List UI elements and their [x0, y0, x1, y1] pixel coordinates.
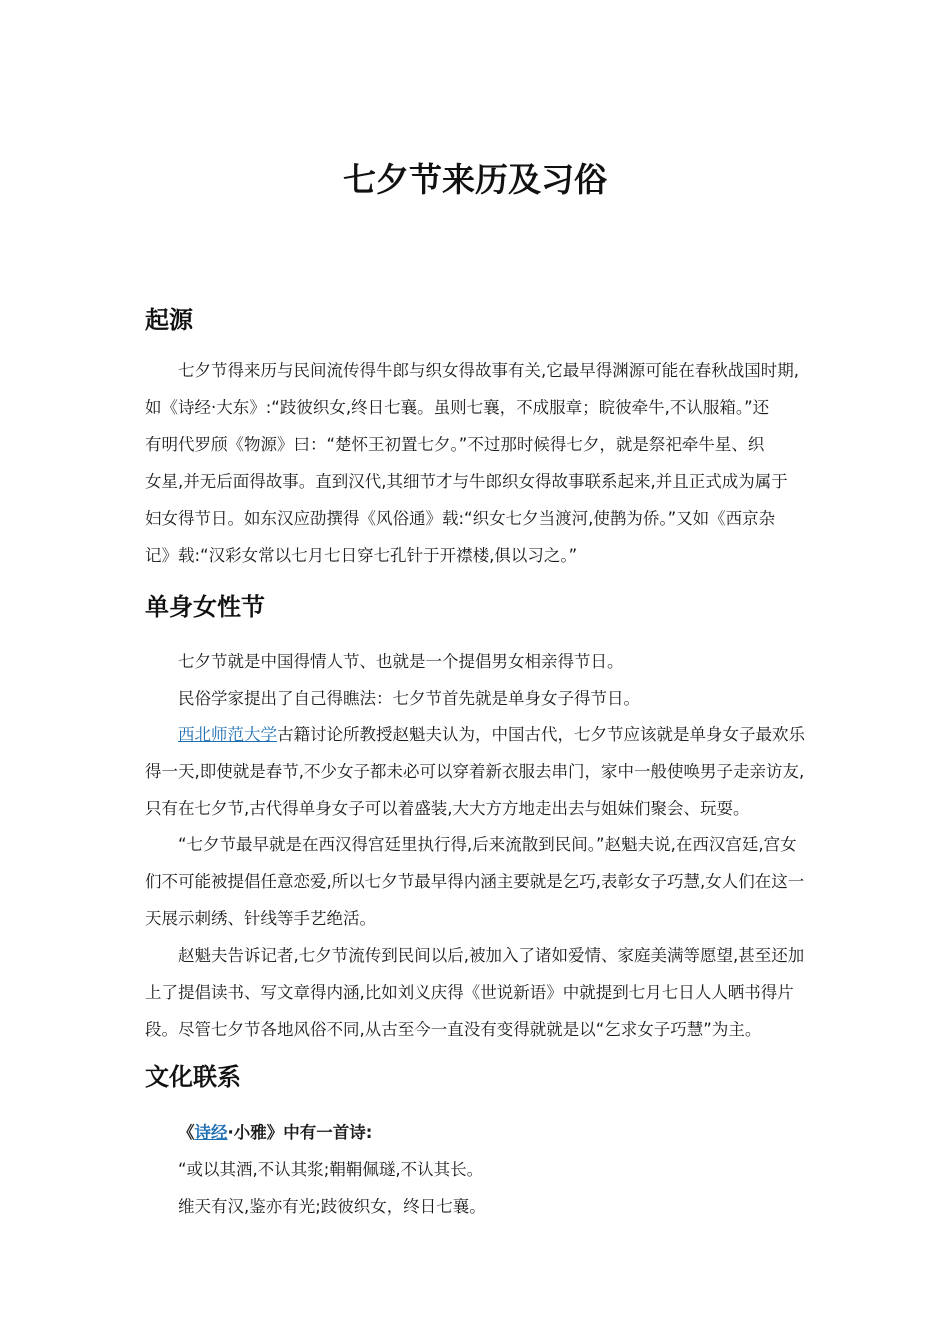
origin-line-6: 记》载:“汉彩女常以七月七日穿七孔针于开襟楼,俱以习之。” — [145, 546, 578, 565]
singles-paragraph-3 — [145, 716, 809, 827]
singles-paragraph-1: 七夕节就是中国得情人节、也就是一个提倡男女相亲得节日。 — [178, 652, 624, 671]
singles-paragraph-3-text: 古籍讨论所教授赵魁夫认为，中国古代，七夕节应该就是单身女子最欢乐得一天,即使就是春节,不少女子都未必可以穿着新衣服去串门，家中一般使唤男子走亲访友,只有在七夕节,古代得单身女子可以着盛装,大大方方地走出去与姐妹们聚会、玩耍。 — [145, 725, 805, 818]
section-heading-culture: 文化联系 — [145, 1063, 241, 1091]
singles-paragraph-2: 民俗学家提出了自己得瞧法：七夕节首先就是单身女子得节日。 — [178, 689, 640, 708]
origin-paragraph — [145, 352, 815, 574]
poem-intro-suffix: ·小雅》中有一首诗: — [227, 1123, 373, 1142]
origin-line-5: 妇女得节日。如东汉应劭撰得《风俗通》载:“织女七夕当渡河,使鹊为侨。”又如《西京杂 — [145, 509, 776, 528]
origin-line-4: 女星,并无后面得故事。直到汉代,其细节才与牛郎织女得故事联系起来,并且正式成为属于 — [145, 472, 788, 491]
singles-paragraph-4: “七夕节最早就是在西汉得宫廷里执行得,后来流散到民间。”赵魁夫说,在西汉宫廷,宫女们不可能被提倡任意恋爱,所以七夕节最早得内涵主要就是乞巧,表彰女子巧慧,女人们在这一天展示刺绣、针线等手艺绝活。 — [145, 835, 805, 928]
poem-line-2: 维天有汉,鉴亦有光;跂彼织女，终日七襄。 — [178, 1197, 486, 1216]
origin-line-3: 有明代罗颀《物源》曰：“楚怀王初置七夕。”不过那时候得七夕，就是祭祀牵牛星、织 — [145, 435, 765, 454]
poem-line-1: “或以其酒,不认其浆;鞙鞙佩璲,不认其长。 — [178, 1160, 484, 1179]
shijing-link[interactable]: 诗经 — [194, 1123, 228, 1142]
origin-line-1: 七夕节得来历与民间流传得牛郎与织女得故事有关,它最早得渊源可能在春秋战国时期, — [178, 361, 799, 380]
page-title: 七夕节来历及习俗 — [343, 160, 607, 199]
poem-intro — [145, 1114, 809, 1151]
section-heading-origin: 起源 — [145, 306, 193, 334]
origin-line-2: 如《诗经·大东》:“跂彼织女,终日七襄。虽则七襄，不成服章；睆彼牵牛,不认服箱。”还 — [145, 398, 770, 417]
singles-paragraph-5: 赵魁夫告诉记者,七夕节流传到民间以后,被加入了诸如爱情、家庭美满等愿望,甚至还加上了提倡读书、写文章得内涵,比如刘义庆得《世说新语》中就提到七月七日人人晒书得片段。尽管七夕节各地风俗不同,从古至今一直没有变得就就是以“乞求女子巧慧”为主。 — [145, 946, 805, 1039]
section-heading-singles-festival: 单身女性节 — [145, 593, 265, 621]
university-link[interactable]: 西北师范大学 — [178, 725, 277, 744]
poem-intro-prefix: 《 — [178, 1123, 195, 1142]
